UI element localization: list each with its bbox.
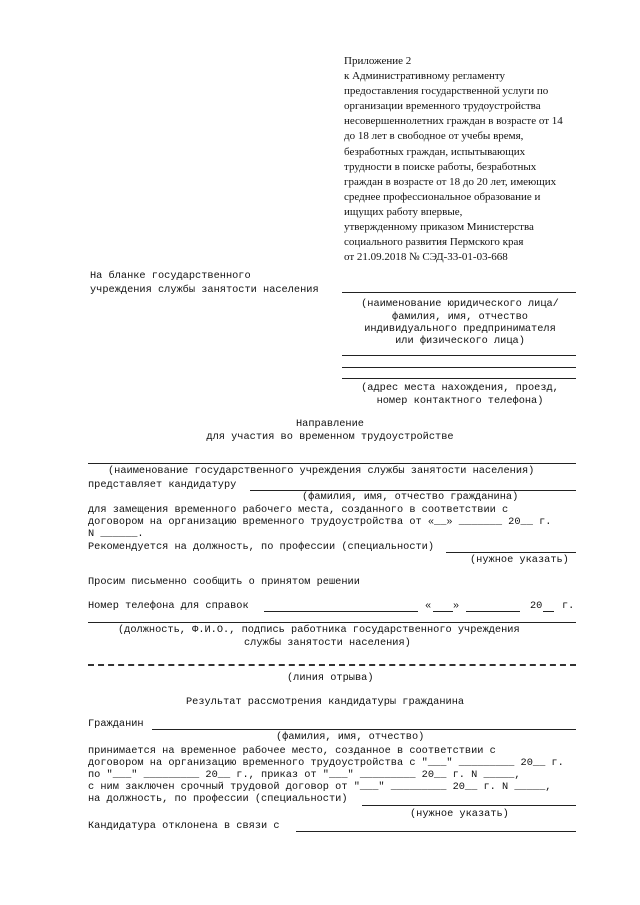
- recipient-address-line[interactable]: [342, 367, 576, 368]
- appendix-line: организации временного трудоустройства: [344, 100, 541, 113]
- presents-candidate-label: представляет кандидатуру: [88, 479, 237, 491]
- appendix-line: от 21.09.2018 № СЭД-33-01-03-668: [344, 251, 508, 264]
- needed-hint: (нужное указать): [470, 554, 569, 566]
- appendix-line: до 18 лет в свободное от учебы время,: [344, 130, 524, 143]
- result-needed-hint: (нужное указать): [410, 808, 509, 820]
- recommended-position-label: Рекомендуется на должность, по профессии (специальности): [88, 541, 435, 553]
- appendix-line: безработных граждан, испытывающих: [344, 145, 526, 158]
- signature-hint: (должность, Ф.И.О., подпись работника государственного учреждения: [118, 624, 520, 636]
- appendix-line: трудности в поиске работы, безработных: [344, 160, 537, 173]
- direction-body-line: договором на организацию временного трудоустройства от «__» _______ 20__ г.: [88, 516, 552, 528]
- blank-note-line-2: учреждения службы занятости населения: [90, 284, 319, 296]
- phone-line[interactable]: [264, 611, 418, 612]
- phone-label: Номер телефона для справок: [88, 600, 249, 612]
- recipient-name-hint: или физического лица): [395, 335, 525, 347]
- recipient-address-line[interactable]: [342, 355, 576, 356]
- appendix-header: [344, 54, 563, 265]
- recipient-name-hint: (наименование юридического лица/: [361, 298, 559, 310]
- institution-name-line[interactable]: [88, 463, 576, 464]
- blank-note-line-1: На бланке государственного: [90, 270, 251, 282]
- recipient-name-line[interactable]: [342, 292, 576, 293]
- recipient-address-hint: (адрес места нахождения, проезд,: [361, 382, 559, 394]
- result-body-line: по "___" _________ 20__ г., приказ от "___" _________ 20__ г. N _____,: [88, 769, 521, 781]
- phone-date-open: «: [425, 600, 432, 612]
- result-position-label: на должность, по профессии (специальности): [88, 793, 348, 805]
- recipient-address-line[interactable]: [342, 378, 576, 379]
- rejected-reason-line[interactable]: [296, 831, 576, 832]
- signature-hint: службы занятости населения): [244, 637, 411, 649]
- phone-year-line[interactable]: [543, 611, 554, 612]
- tear-label: (линия отрыва): [287, 672, 374, 684]
- recipient-address-hint: номер контактного телефона): [376, 395, 544, 407]
- appendix-line: ищущих работу впервые,: [344, 205, 463, 218]
- phone-year: 20: [530, 600, 543, 612]
- result-body-line: принимается на временное рабочее место, созданное в соответствии с: [88, 745, 496, 757]
- appendix-line: несовершеннолетних граждан в возрасте от 14: [344, 115, 563, 128]
- result-body-line: договором на организацию временного трудоустройства с "___" _________ 20__ г.: [88, 757, 564, 769]
- rejected-label: Кандидатура отклонена в связи с: [88, 820, 280, 832]
- appendix-line: Приложение 2: [344, 55, 412, 67]
- citizen-label: Гражданин: [88, 718, 144, 730]
- document-subtitle: для участия во временном трудоустройстве: [206, 431, 454, 443]
- request-text: Просим письменно сообщить о принятом решении: [88, 576, 360, 588]
- result-citizen-line[interactable]: [152, 729, 576, 730]
- phone-day-line[interactable]: [433, 611, 453, 612]
- direction-body-line: для замещения временного рабочего места, созданного в соответствии с: [88, 504, 509, 516]
- institution-hint: (наименование государственного учреждения службы занятости населения): [108, 465, 535, 477]
- result-position-line[interactable]: [362, 805, 576, 806]
- phone-date-close: »: [453, 600, 460, 612]
- result-body-line: с ним заключен срочный трудовой договор от "___" _________ 20__ г. N _____,: [88, 781, 552, 793]
- appendix-line: к Административному регламенту: [344, 70, 506, 83]
- tear-line: [88, 664, 576, 666]
- signature-line[interactable]: [88, 622, 576, 623]
- appendix-line: утвержденному приказом Министерства: [344, 221, 534, 234]
- appendix-line: граждан в возрасте от 18 до 20 лет, имеющих: [344, 175, 557, 188]
- result-title: Результат рассмотрения кандидатуры гражданина: [186, 696, 465, 708]
- appendix-line: социального развития Пермского края: [344, 236, 524, 249]
- citizen-name-hint: (фамилия, имя, отчество гражданина): [302, 491, 519, 503]
- recipient-name-hint: фамилия, имя, отчество: [392, 311, 528, 323]
- document-title: Направление: [296, 418, 364, 430]
- appendix-line: предоставления государственной услуги по: [344, 85, 549, 98]
- position-line[interactable]: [446, 552, 576, 553]
- phone-month-line[interactable]: [466, 611, 520, 612]
- appendix-line: среднее профессиональное образование и: [344, 190, 541, 203]
- direction-body-line: N ______.: [88, 528, 144, 540]
- recipient-name-hint: индивидуального предпринимателя: [364, 323, 556, 335]
- phone-year-suffix: г.: [562, 600, 575, 612]
- result-citizen-hint: (фамилия, имя, отчество): [276, 731, 425, 743]
